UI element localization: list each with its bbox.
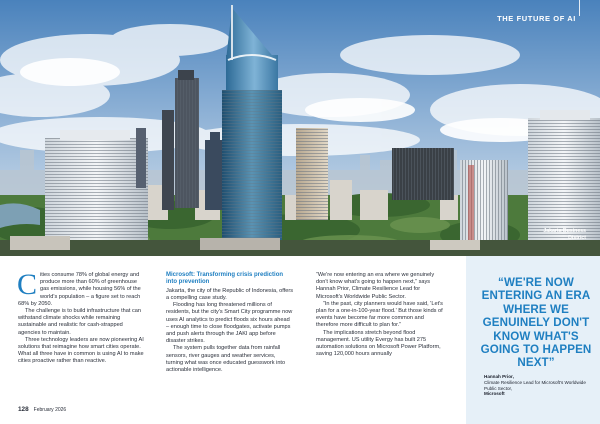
intro-text: ities consume 78% of global energy and produce more than 60% of greenhouse gas emissions, while housing 56% of the world's population – a figure set to reach 68% by 2050. <box>18 272 141 307</box>
pull-quote-panel <box>466 256 600 424</box>
paragraph: The implications stretch beyond flood management. US utility Evergy has built 275 automation solutions on Microsoft Power Platform, saving 120,000 hours annually <box>316 329 441 358</box>
page-footer <box>18 406 66 413</box>
photo-caption-line-2: District <box>568 235 586 241</box>
article-column-3 <box>316 272 446 358</box>
paragraph: The challenge is to build infrastructure that can withstand climate shocks while remaining sustainable and realistic for cash-strapped agencies to maintain. <box>18 308 141 336</box>
paragraph: “In the past, city planners would have said, 'Let's plan for a one-in-100-year flood.' But those kinds of events have become far more common and therefore more difficult to plan for.” <box>316 300 443 329</box>
page-number: 128 <box>18 406 29 413</box>
drop-cap: C <box>17 268 38 301</box>
pull-quote-text: “WE'RE NOW ENTERING AN ERA WHERE WE GENUINELY DON'T KNOW WHAT'S GOING TO HAPPEN NEXT” <box>480 276 592 370</box>
intro-paragraph <box>17 268 146 308</box>
quote-author-org: Microsoft <box>484 391 505 397</box>
article-column-2 <box>166 272 294 374</box>
issue-date: February 2026 <box>33 407 67 413</box>
subheading-microsoft: Microsoft: Transforming crisis prediction into prevention <box>166 272 284 286</box>
quote-author-name: Hannah Prior, <box>484 374 514 379</box>
photo-caption <box>530 228 586 242</box>
quote-author-role: Climate Resilience Lead for Microsoft's Worldwide Public Sector, <box>484 379 586 391</box>
section-tag: THE FUTURE OF AI <box>497 14 576 23</box>
section-tag-rule <box>579 0 580 16</box>
paragraph: “We're now entering an era where we genuinely don't know what's going to happen next,” says Hannah Prior, Climate Resilience Lead for Microsoft's Worldwide Public Sector. <box>316 272 435 300</box>
paragraph: Jakarta, the city of the Republic of Indonesia, offers a compelling case study. <box>166 287 294 302</box>
photo-caption-line-1: Jakarta Business <box>543 228 586 234</box>
paragraph: Three technology leaders are now pioneering AI solutions that reimagine how smart cities operate. What all three have in common is using AI to make cities proactive rather than reactive. <box>18 336 144 365</box>
article-column-1 <box>17 268 146 366</box>
paragraph: The system pulls together data from rainfall sensors, river gauges and weather services, turning what was once educated guesswork into actionable intelligence. <box>166 345 286 374</box>
paragraph: Flooding has long threatened millions of residents, but the city's Smart City programme now uses AI analytics to predict floods six hours ahead – enough time to close floodgates, activate pumps and push alerts through the JAKI app before disaster strikes. <box>166 302 293 345</box>
pull-quote-attribution <box>484 374 592 397</box>
